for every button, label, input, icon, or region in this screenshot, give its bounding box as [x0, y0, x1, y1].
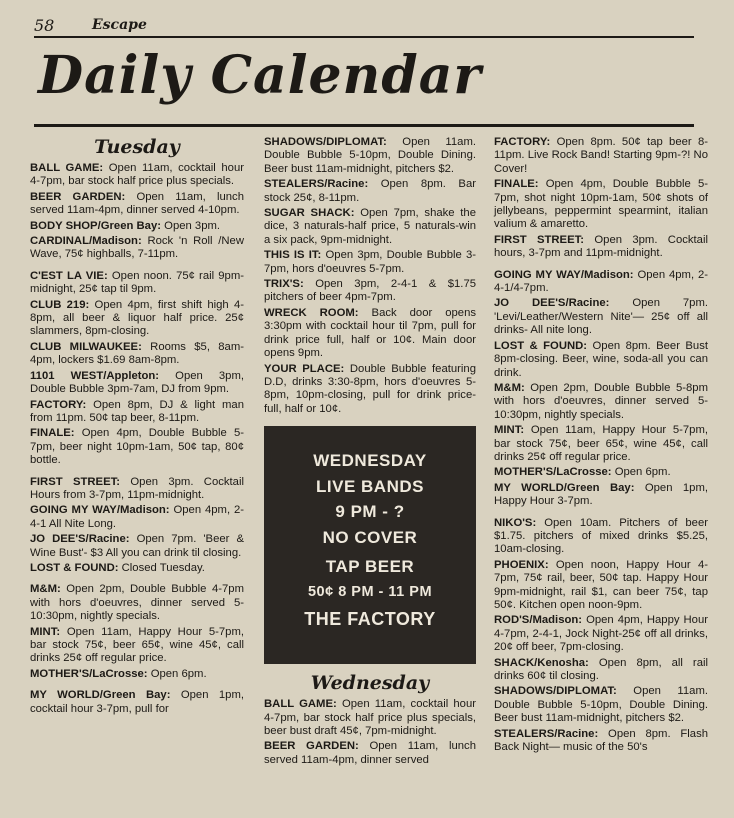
- venue-name: GOING MY WAY/Madison:: [494, 268, 634, 281]
- listing-text: Open 7pm, shake the dice, 3 naturals-half price, 5 naturals-win a six pack, 9pm-midnight.: [264, 207, 476, 246]
- listing-entry: [30, 370, 244, 397]
- listing-entry: [30, 626, 244, 666]
- listing-entry: [494, 424, 708, 464]
- listing-text: Open 11am, Happy Hour 5-7pm, bar stock 75¢, beer 65¢, wine 45¢, call drinks 25¢ off regular price.: [30, 625, 244, 665]
- venue-name: YOUR PLACE:: [264, 362, 345, 375]
- listing-entry: [30, 191, 244, 218]
- venue-name: CARDINAL/Madison:: [30, 235, 142, 248]
- venue-name: MOTHER'S/LaCrosse:: [30, 667, 148, 680]
- listing-text: Closed Tuesday.: [121, 561, 205, 574]
- listing-text: Open 11am, Happy Hour 5-7pm, bar stock 75¢, beer 65¢, wine 45¢, call drinks 25¢ off regular price.: [494, 424, 708, 463]
- venue-name: BODY SHOP/Green Bay:: [30, 219, 162, 232]
- listing-entry: [264, 278, 476, 305]
- venue-name: SHACK/Kenosha:: [494, 656, 589, 669]
- listing-group: [30, 162, 244, 716]
- venue-name: 1101 WEST/Appleton:: [30, 369, 160, 382]
- ad-line: 50¢ 8 PM - 11 PM: [307, 583, 433, 600]
- listing-text: Open 3pm, Double Bubble 3-7pm, hors d'oeuvres 5-7pm.: [264, 249, 477, 275]
- listing-group: [494, 136, 708, 754]
- venue-name: PHOENIX:: [494, 558, 549, 571]
- column-right: [494, 136, 708, 756]
- listing-entry: [494, 234, 708, 261]
- listing-entry: [264, 307, 476, 361]
- listing-text: Open 3pm.: [164, 219, 221, 232]
- listing-entry: [494, 517, 708, 557]
- listing-text: Open 11am, cocktail hour 4-7pm, bar stock half price plus specials, beer bust draft 45¢, 7pm-midnight.: [264, 698, 477, 737]
- listing-entry: [494, 466, 708, 479]
- venue-name: TRIX'S:: [264, 278, 304, 291]
- listing-text: Open 3pm. Cocktail hours, 3-7pm and 11pm-midnight.: [494, 233, 708, 260]
- listing-text: Back door opens 3:30pm with cocktail hour til 7pm, pull for drink price full, half or 10¢. Main door opens 9pm.: [264, 306, 477, 360]
- ad-line: NO COVER: [322, 527, 418, 547]
- listing-text: Open 8pm. 50¢ tap beer 8-11pm. Live Rock Band! Starting 9pm-?! No Cover!: [494, 136, 708, 175]
- listing-text: Open 7pm. 'Levi/Leather/Western Nite'— 25¢ off all drinks- All nite long.: [494, 297, 709, 337]
- listing-text: Open 11am, lunch served 11am-4pm, dinner served 4-10pm.: [30, 190, 244, 217]
- venue-name: MY WORLD/Green Bay:: [30, 689, 171, 702]
- column-tuesday: [30, 136, 244, 718]
- listing-text: Open 1pm, Happy Hour 3-7pm.: [494, 481, 708, 508]
- venue-name: FACTORY:: [494, 136, 551, 148]
- listing-entry: [494, 340, 708, 380]
- listing-text: Open 6pm.: [150, 667, 207, 680]
- listing-text: Rooms $5, 8am-4pm, lockers $1.69 8am-8pm.: [30, 340, 245, 367]
- listing-text: Open 3pm, Double Bubble 3pm-7am, DJ from 9pm.: [30, 369, 245, 396]
- venue-name: MINT:: [494, 424, 525, 437]
- column-middle: [264, 136, 476, 769]
- listing-group: [264, 136, 476, 416]
- venue-name: BALL GAME:: [30, 162, 104, 174]
- venue-name: BALL GAME:: [264, 698, 337, 711]
- listing-entry: [494, 178, 708, 232]
- listing-text: Rock 'n Roll /New Wave, 75¢ highballs, 7-11pm.: [30, 235, 245, 261]
- venue-name: BEER GARDEN:: [264, 740, 359, 753]
- ad-venue: THE FACTORY: [304, 609, 436, 630]
- venue-name: SUGAR SHACK:: [264, 207, 355, 220]
- listing-entry: [30, 533, 244, 560]
- listing-text: Open 11am. Double Bubble 5-10pm, Double Dining. Beer bust 11am-midnight, pitchers $2.: [264, 136, 476, 175]
- listing-text: Open 7pm. 'Beer & Wine Bust'- $3 All you can drink til closing.: [30, 533, 244, 559]
- listing-text: Open 6pm.: [614, 466, 671, 479]
- ad-line: 9 PM - ?: [335, 502, 405, 522]
- listing-entry: [264, 698, 476, 738]
- venue-name: STEALERS/Racine:: [264, 178, 369, 191]
- listing-entry: [494, 559, 708, 613]
- venue-name: MOTHER'S/LaCrosse:: [494, 466, 612, 479]
- venue-name: C'EST LA VIE:: [30, 269, 108, 282]
- listing-entry: [30, 341, 244, 368]
- venue-name: FINALE:: [30, 427, 75, 440]
- listing-entry: [494, 657, 708, 684]
- listing-entry: [30, 504, 244, 531]
- factory-advertisement: [264, 426, 476, 664]
- listing-entry: [264, 136, 476, 176]
- listing-text: Open 2pm, Double Bubble 4-7pm with hors d'oeuvres, dinner served 5-10:30pm, nightly specials.: [30, 583, 244, 623]
- listing-entry: [30, 162, 244, 189]
- venue-name: WRECK ROOM:: [264, 306, 359, 319]
- listing-entry: [30, 427, 244, 467]
- listing-text: Open 10am. Pitchers of beer $1.75. pitchers of mixed drinks $5.25, 10am-closing.: [494, 516, 708, 556]
- listing-text: Double Bubble featuring D.D, drinks 3:30-8pm, hors d'oeuvres 5-8pm, 10pm-closing, pull for drink price-full, half or 10¢.: [264, 362, 476, 415]
- venue-name: LOST & FOUND:: [30, 561, 119, 574]
- venue-name: JO DEE'S/Racine:: [30, 533, 130, 546]
- venue-name: THIS IS IT:: [264, 249, 322, 262]
- ad-line: TAP BEER: [325, 557, 415, 577]
- venue-name: FIRST STREET:: [30, 475, 121, 488]
- venue-name: STEALERS/Racine:: [494, 727, 599, 740]
- listing-entry: [494, 269, 708, 296]
- listing-entry: [264, 249, 476, 276]
- listing-entry: [494, 136, 708, 176]
- listing-text: Open 8pm, DJ & light man from 11pm. 50¢ tap beer, 8-11pm.: [30, 398, 244, 424]
- listing-entry: [30, 220, 244, 233]
- ad-line: LIVE BANDS: [316, 476, 424, 496]
- listing-text: Open 3pm. Cocktail Hours from 3-7pm, 11pm-midnight.: [30, 475, 244, 501]
- title-rule: [34, 124, 694, 127]
- listing-entry: [494, 685, 708, 725]
- ad-line: WEDNESDAY: [313, 451, 427, 471]
- listing-entry: [30, 668, 244, 681]
- listing-entry: [264, 178, 476, 205]
- venue-name: M&M:: [494, 381, 525, 394]
- listing-text: Open 2pm, Double Bubble 5-8pm with hors d'oeuvres, dinner served 5-10:30pm, nightly specials.: [494, 381, 708, 421]
- day-heading-wednesday: Wednesday: [310, 672, 430, 695]
- listing-entry: [30, 689, 244, 716]
- listing-entry: [494, 728, 708, 755]
- listing-text: Open 4pm, Double Bubble 5-7pm, beer night 10pm-1am, 50¢ tap, 80¢ bottle.: [30, 427, 245, 467]
- listing-entry: [494, 297, 708, 337]
- page-header: [34, 12, 694, 38]
- listing-text: Open 8pm. Bar stock 25¢, 8-11pm.: [264, 178, 476, 204]
- listing-entry: [264, 740, 476, 767]
- listing-text: Open 8pm. Beer Bust 8pm-closing. Beer, wine, soda-all you can drink.: [494, 339, 709, 379]
- listing-text: Open 11am, lunch served 11am-4pm, dinner served: [264, 740, 476, 766]
- venue-name: JO DEE'S/Racine:: [494, 297, 610, 310]
- venue-name: M&M:: [30, 583, 61, 596]
- section-name: Escape: [92, 17, 147, 33]
- listing-text: Open 4pm, 2-4-1 All Nite Long.: [30, 504, 245, 530]
- listing-entry: [264, 363, 476, 417]
- venue-name: SHADOWS/DIPLOMAT:: [264, 136, 387, 148]
- listing-text: Open 8pm. Flash Back Night— music of the 50's: [494, 727, 709, 754]
- listing-entry: [30, 235, 244, 262]
- listing-text: Open 11am, cocktail hour 4-7pm, bar stock half price plus specials.: [30, 162, 244, 188]
- listing-text: Open 11am. Double Bubble 5-10pm, Double Dining. Beer bust 11am-midnight, pitchers $2.: [494, 685, 708, 725]
- listing-text: Open 8pm, all rail drinks 60¢ til closing.: [494, 656, 708, 683]
- listing-entry: [494, 614, 708, 654]
- listing-entry: [494, 482, 708, 509]
- venue-name: CLUB MILWAUKEE:: [30, 340, 142, 353]
- listing-entry: [30, 399, 244, 426]
- header-rule: [34, 36, 694, 38]
- listing-entry: [30, 562, 244, 575]
- listing-text: Open 1pm, cocktail hour 3-7pm, pull for: [30, 689, 244, 715]
- venue-name: NIKO'S:: [494, 516, 537, 529]
- venue-name: BEER GARDEN:: [30, 190, 126, 203]
- listing-text: Open 4pm, Happy Hour 4-7pm, 2-4-1, Jock Night-25¢ off all drinks, 20¢ off beer, 7pm-closing.: [494, 614, 708, 654]
- page-number: 58: [34, 16, 55, 35]
- venue-name: FINALE:: [494, 178, 539, 191]
- page-title: Daily Calendar: [38, 45, 482, 106]
- venue-name: FIRST STREET:: [494, 233, 585, 246]
- venue-name: SHADOWS/DIPLOMAT:: [494, 685, 617, 698]
- listing-group: [264, 698, 476, 767]
- venue-name: MY WORLD/Green Bay:: [494, 481, 635, 494]
- listing-text: Open 4pm, 2-4-1/4-7pm.: [494, 268, 709, 295]
- listing-entry: [494, 382, 708, 422]
- venue-name: MINT:: [30, 625, 61, 638]
- day-heading-tuesday: Tuesday: [94, 136, 180, 158]
- listing-text: Open 3pm, 2-4-1 & $1.75 pitchers of beer 4pm-7pm.: [264, 278, 477, 304]
- venue-name: LOST & FOUND:: [494, 339, 588, 352]
- listing-text: Open 4pm, Double Bubble 5-7pm, shot night 10pm-1am, 50¢ shots of jellybeans, peppermint spearmint, italian valium & amaretto.: [494, 178, 709, 231]
- venue-name: ROD'S/Madison:: [494, 614, 583, 627]
- venue-name: FACTORY:: [30, 398, 87, 411]
- venue-name: GOING MY WAY/Madison:: [30, 504, 170, 517]
- listing-entry: [30, 299, 244, 339]
- listing-text: Open 4pm, first shift high 4-8pm, all beer & liquor half price. 25¢ slammers, 8pm-closing.: [30, 298, 245, 338]
- listing-entry: [30, 476, 244, 503]
- listing-text: Open noon. 75¢ rail 9pm-midnight, 25¢ tap til 9pm.: [30, 269, 245, 296]
- venue-name: CLUB 219:: [30, 298, 90, 311]
- listing-entry: [30, 270, 244, 297]
- listing-entry: [30, 583, 244, 623]
- listing-text: Open noon, Happy Hour 4-7pm, 75¢ rail, beer, 50¢ tap. Happy Hour 9pm-midnight, rail $1, can beer 75¢, tap 50¢. Kitchen open noon-9pm.: [494, 558, 708, 611]
- listing-entry: [264, 207, 476, 247]
